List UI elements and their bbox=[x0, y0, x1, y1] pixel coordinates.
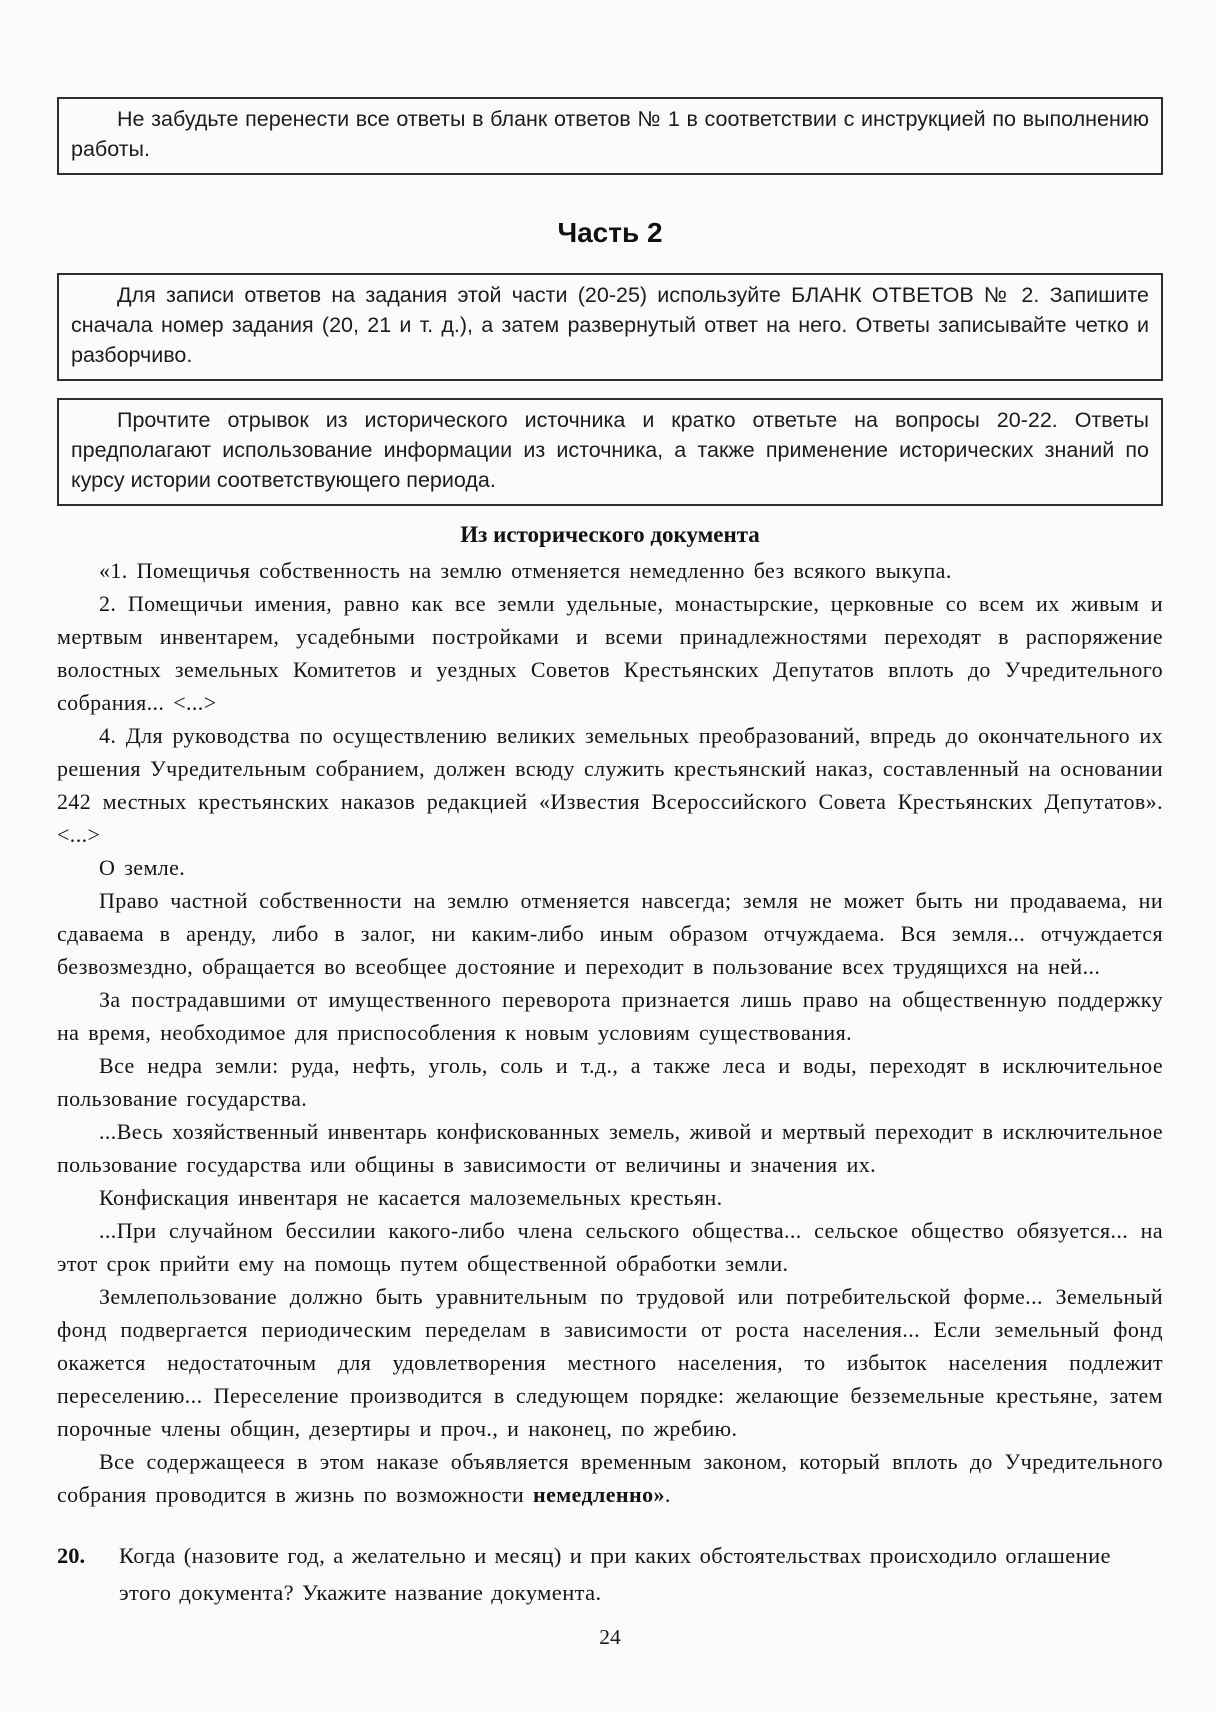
part-2-heading: Часть 2 bbox=[557, 217, 663, 248]
final-paragraph-emphasis: немедленно» bbox=[533, 1482, 665, 1507]
document-paragraph: 4. Для руководства по осуществлению великих земельных преобразований, впредь до окончательного их решения Учредительным собранием, должен всюду служить крестьянский наказ, составленный на основании 242 местных крестьянских наказов редакцией «Известия Всероссийского Совета Крестьянских Депутатов». <...> bbox=[57, 723, 1163, 847]
transfer-answers-notice-text: Не забудьте перенести все ответы в бланк ответов № 1 в соответствии с инструкцией по выполнению работы. bbox=[71, 107, 1149, 161]
document-paragraph: 2. Помещичьи имения, равно как все земли удельные, монастырские, церковные со всем их живым и мертвым инвентарем, усадебными постройками и всеми принадлежностями переходят в распоряжение волостных земельных Комитетов и уездных Советов Крестьянских Депутатов вплоть до Учредительного собрания... <...> bbox=[57, 591, 1163, 715]
document-paragraph: Землепользование должно быть уравнительным по трудовой или потребительской форме... Земельный фонд подвергается периодическим переделам в зависимости от роста населения... Если земельный фонд окажется недостаточным для удовлетворения местного населения, то избыток населения подлежит переселению... Переселение производится в следующем порядке: желающие безземельные крестьяне, затем порочные члены общин, дезертиры и проч., и наконец, по жребию. bbox=[57, 1284, 1163, 1441]
document-final-paragraph bbox=[57, 1445, 1163, 1511]
document-paragraph: «1. Помещичья собственность на землю отменяется немедленно без всякого выкупа. bbox=[99, 558, 952, 583]
final-paragraph-text: Все содержащееся в этом наказе объявляется временным законом, который вплоть до Учредительного собрания проводится в жизнь по возможности bbox=[57, 1449, 1163, 1507]
answer-sheet-2-instruction-text: Для записи ответов на задания этой части (20-25) используйте БЛАНК ОТВЕТОВ № 2. Запишите сначала номер задания (20, 21 и т. д.), а затем развернутый ответ на него. Ответы записывайте четко и разборчиво. bbox=[71, 283, 1149, 367]
document-paragraph: ...При случайном бессилии какого-либо члена сельского общества... сельское общество обязуется... на этот срок прийти ему на помощь путем общественной обработки земли. bbox=[57, 1218, 1163, 1276]
question-20 bbox=[57, 1537, 1163, 1611]
document-paragraph: Все недра земли: руда, нефть, уголь, соль и т.д., а также леса и воды, переходят в исключительное пользование государства. bbox=[57, 1053, 1163, 1111]
document-paragraph: ...Весь хозяйственный инвентарь конфискованных земель, живой и мертвый переходит в исключительное пользование государства или общины в зависимости от величины и значения их. bbox=[57, 1119, 1163, 1177]
final-paragraph-closing: . bbox=[664, 1482, 671, 1507]
document-heading: Из исторического документа bbox=[460, 522, 760, 547]
page-number: 24 bbox=[599, 1625, 621, 1649]
document-paragraph: Конфискация инвентаря не касается малоземельных крестьян. bbox=[99, 1185, 723, 1210]
answer-sheet-2-instruction-box bbox=[57, 273, 1163, 381]
document-paragraph: О земле. bbox=[99, 855, 186, 880]
document-body bbox=[57, 554, 1163, 1511]
question-20-text: Когда (назовите год, а желательно и месяц) и при каких обстоятельствах происходило оглашение этого документа? Укажите название документа. bbox=[119, 1543, 1111, 1605]
transfer-answers-notice-box bbox=[57, 97, 1163, 175]
question-20-number: 20. bbox=[57, 1543, 86, 1568]
read-source-instruction-box bbox=[57, 398, 1163, 506]
document-paragraph: Право частной собственности на землю отменяется навсегда; земля не может быть ни продаваема, ни сдаваема в аренду, либо в залог, ни каким-либо иным образом отчуждаема. Вся земля... отчуждается безвозмездно, обращается во всеобщее достояние и переходит в пользование всех трудящихся на ней... bbox=[57, 888, 1163, 979]
read-source-instruction-text: Прочтите отрывок из исторического источника и кратко ответьте на вопросы 20-22. Ответы предполагают использование информации из источника, а также применение исторических знаний по курсу истории соответствующего периода. bbox=[71, 408, 1149, 492]
document-paragraph: За пострадавшими от имущественного переворота признается лишь право на общественную поддержку на время, необходимое для приспособления к новым условиям существования. bbox=[57, 987, 1163, 1045]
